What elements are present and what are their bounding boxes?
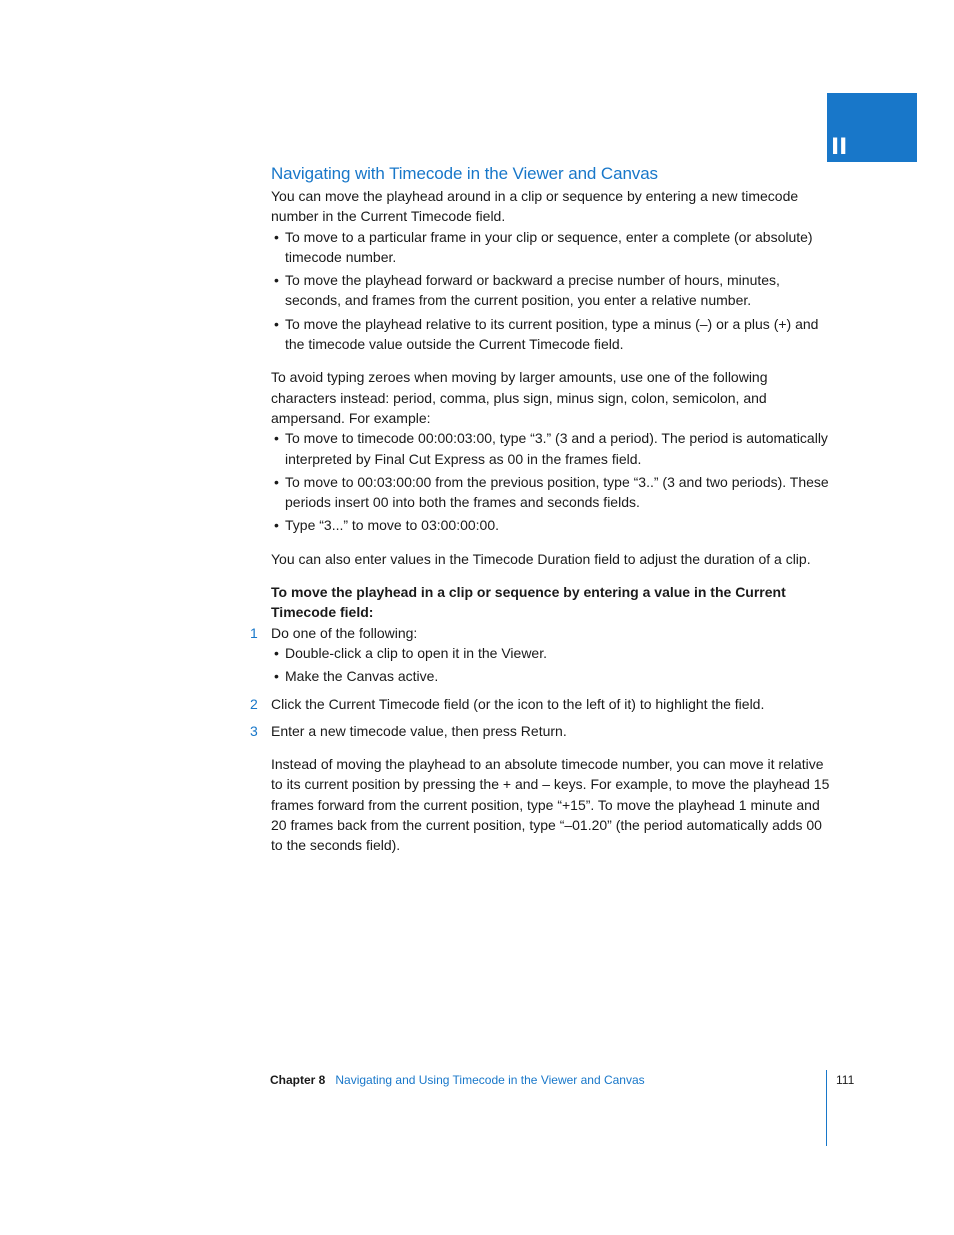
section-heading: Navigating with Timecode in the Viewer and Canvas bbox=[271, 164, 658, 183]
paragraph-3: You can also enter values in the Timecode Duration field to adjust the duration of a clip. bbox=[271, 550, 811, 567]
part-tab-label: II bbox=[831, 135, 848, 160]
step1-bullets bbox=[271, 643, 833, 687]
list-item: • To move to timecode 00:00:03:00, type “3.” (3 and a period). The period is automatically interpreted by Final Cut Express as 00 in the frames field. bbox=[271, 428, 833, 469]
list-item: • To move to 00:03:00:00 from the previous position, type “3..” (3 and two periods). These periods insert 00 into both the frames and seconds fields. bbox=[271, 472, 833, 513]
step-text: Click the Current Timecode field (or the icon to the left of it) to highlight the field. bbox=[271, 695, 765, 712]
part-tab bbox=[827, 93, 917, 162]
step-number: 2 bbox=[250, 695, 258, 712]
paragraph-2: To avoid typing zeroes when moving by larger amounts, use one of the following characters instead: period, comma, plus sign, minus sign, colon, semicolon, and ampersand. For example: bbox=[271, 369, 768, 426]
step-text: Do one of the following: bbox=[271, 624, 418, 641]
step-number: 3 bbox=[250, 722, 258, 739]
step-item bbox=[250, 623, 833, 687]
task-heading: To move the playhead in a clip or sequence by entering a value in the Current Timecode field: bbox=[271, 584, 786, 621]
intro-paragraph: You can move the playhead around in a clip or sequence by entering a new timecode number in the Current Timecode field. bbox=[271, 188, 799, 225]
step-item bbox=[250, 721, 833, 741]
footer-chapter-title: Navigating and Using Timecode in the Viewer and Canvas bbox=[335, 1073, 645, 1087]
steps-list bbox=[250, 623, 833, 741]
list-item: • Make the Canvas active. bbox=[271, 666, 833, 686]
footer-chapter: Chapter 8 bbox=[270, 1073, 326, 1087]
step-item bbox=[250, 694, 833, 714]
list-item: • To move to a particular frame in your clip or sequence, enter a complete (or absolute) timecode number. bbox=[271, 227, 833, 268]
paragraph-4: Instead of moving the playhead to an absolute timecode number, you can move it relative to its current position by pressing the + and – keys. For example, to move the playhead 15 frames forward from the current position, type “+15”. To move the playhead 1 minute and 20 frames back from the current position, type “–01.20” (the period automatically adds 00 to the seconds field). bbox=[271, 756, 830, 854]
page-number: 111 bbox=[836, 1073, 855, 1087]
list-item: • To move the playhead relative to its current position, type a minus (–) or a plus (+) and the timecode value outside the Current Timecode field. bbox=[271, 314, 833, 355]
bullet-list-2 bbox=[271, 428, 833, 535]
step-number: 1 bbox=[250, 624, 258, 641]
bullet-list-1 bbox=[271, 227, 833, 355]
list-item: • Double-click a clip to open it in the Viewer. bbox=[271, 643, 833, 663]
list-item: • Type “3...” to move to 03:00:00:00. bbox=[271, 515, 833, 535]
list-item: • To move the playhead forward or backward a precise number of hours, minutes, seconds, and frames from the current position, you enter a relative number. bbox=[271, 270, 833, 311]
page-content bbox=[250, 162, 833, 856]
page-footer bbox=[270, 1072, 645, 1088]
footer-divider bbox=[826, 1070, 827, 1146]
step-text: Enter a new timecode value, then press Return. bbox=[271, 722, 567, 739]
